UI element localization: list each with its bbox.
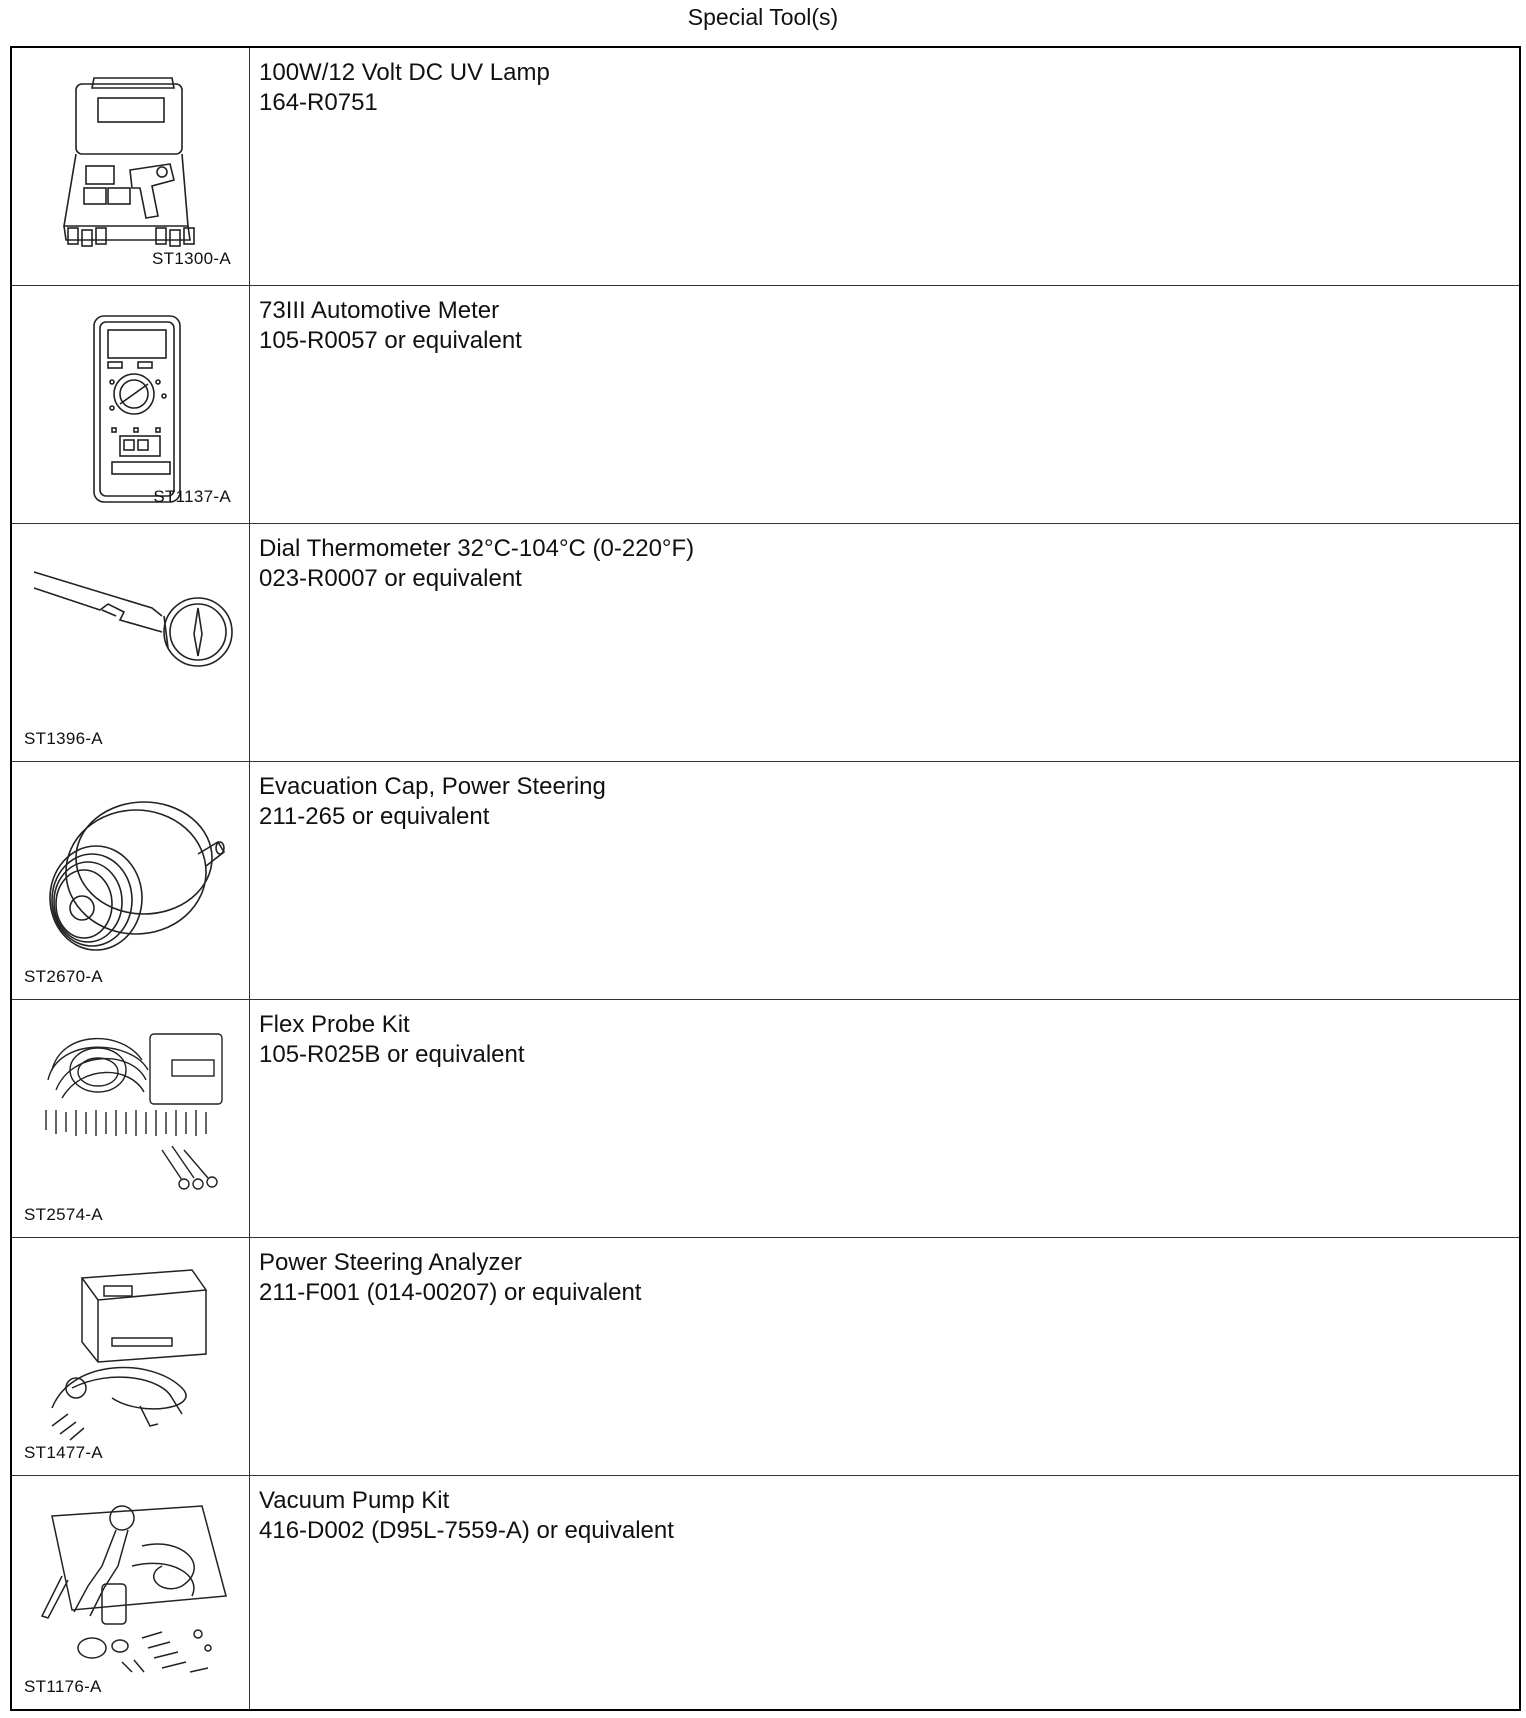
table-row [12, 1000, 1519, 1238]
tool-name: 73III Automotive Meter [259, 297, 500, 324]
table-row [12, 524, 1519, 762]
tool-description [250, 1476, 1519, 1709]
tool-number: 105-R025B or equivalent [259, 1041, 525, 1068]
tool-illustration [12, 762, 250, 999]
tool-number: 023-R0007 or equivalent [259, 565, 522, 592]
dial-thermometer-icon [12, 524, 250, 760]
tool-name: 100W/12 Volt DC UV Lamp [259, 59, 550, 86]
table-row [12, 286, 1519, 524]
power-steering-analyzer-icon [12, 1238, 250, 1474]
evacuation-cap-icon [12, 762, 250, 998]
illustration-id: ST1300-A [152, 249, 231, 268]
tool-name: Dial Thermometer 32°C-104°C (0-220°F) [259, 535, 695, 562]
tool-name: Flex Probe Kit [259, 1011, 410, 1038]
table-row [12, 762, 1519, 1000]
tool-illustration [12, 1476, 250, 1709]
tool-illustration [12, 1000, 250, 1237]
illustration-id: ST1396-A [24, 729, 103, 748]
tool-description [250, 524, 1519, 761]
illustration-id: ST2574-A [24, 1205, 103, 1224]
tool-number: 416-D002 (D95L-7559-A) or equivalent [259, 1517, 674, 1544]
illustration-id: ST1137-A [153, 487, 231, 506]
tool-illustration [12, 1238, 250, 1475]
table-row [12, 1476, 1519, 1709]
tool-number: 211-F001 (014-00207) or equivalent [259, 1279, 642, 1306]
tool-description [250, 286, 1519, 523]
tool-illustration [12, 48, 250, 285]
table-row [12, 1238, 1519, 1476]
flex-probe-kit-icon [12, 1000, 250, 1236]
tool-description [250, 1000, 1519, 1237]
tool-illustration [12, 286, 250, 523]
tool-number: 211-265 or equivalent [259, 803, 490, 830]
illustration-id: ST1477-A [24, 1443, 103, 1462]
tool-name: Power Steering Analyzer [259, 1249, 522, 1276]
tool-description [250, 1238, 1519, 1475]
special-tools-table [10, 46, 1521, 1711]
page-title: Special Tool(s) [687, 4, 839, 30]
tool-name: Evacuation Cap, Power Steering [259, 773, 606, 800]
vacuum-pump-kit-icon [12, 1476, 250, 1708]
illustration-id: ST2670-A [24, 967, 103, 986]
tool-number: 164-R0751 [259, 89, 378, 116]
tool-name: Vacuum Pump Kit [259, 1487, 450, 1514]
tool-number: 105-R0057 or equivalent [259, 327, 522, 354]
table-row [12, 48, 1519, 286]
tool-description [250, 48, 1519, 285]
illustration-id: ST1176-A [24, 1677, 102, 1696]
tool-illustration [12, 524, 250, 761]
tool-description [250, 762, 1519, 999]
